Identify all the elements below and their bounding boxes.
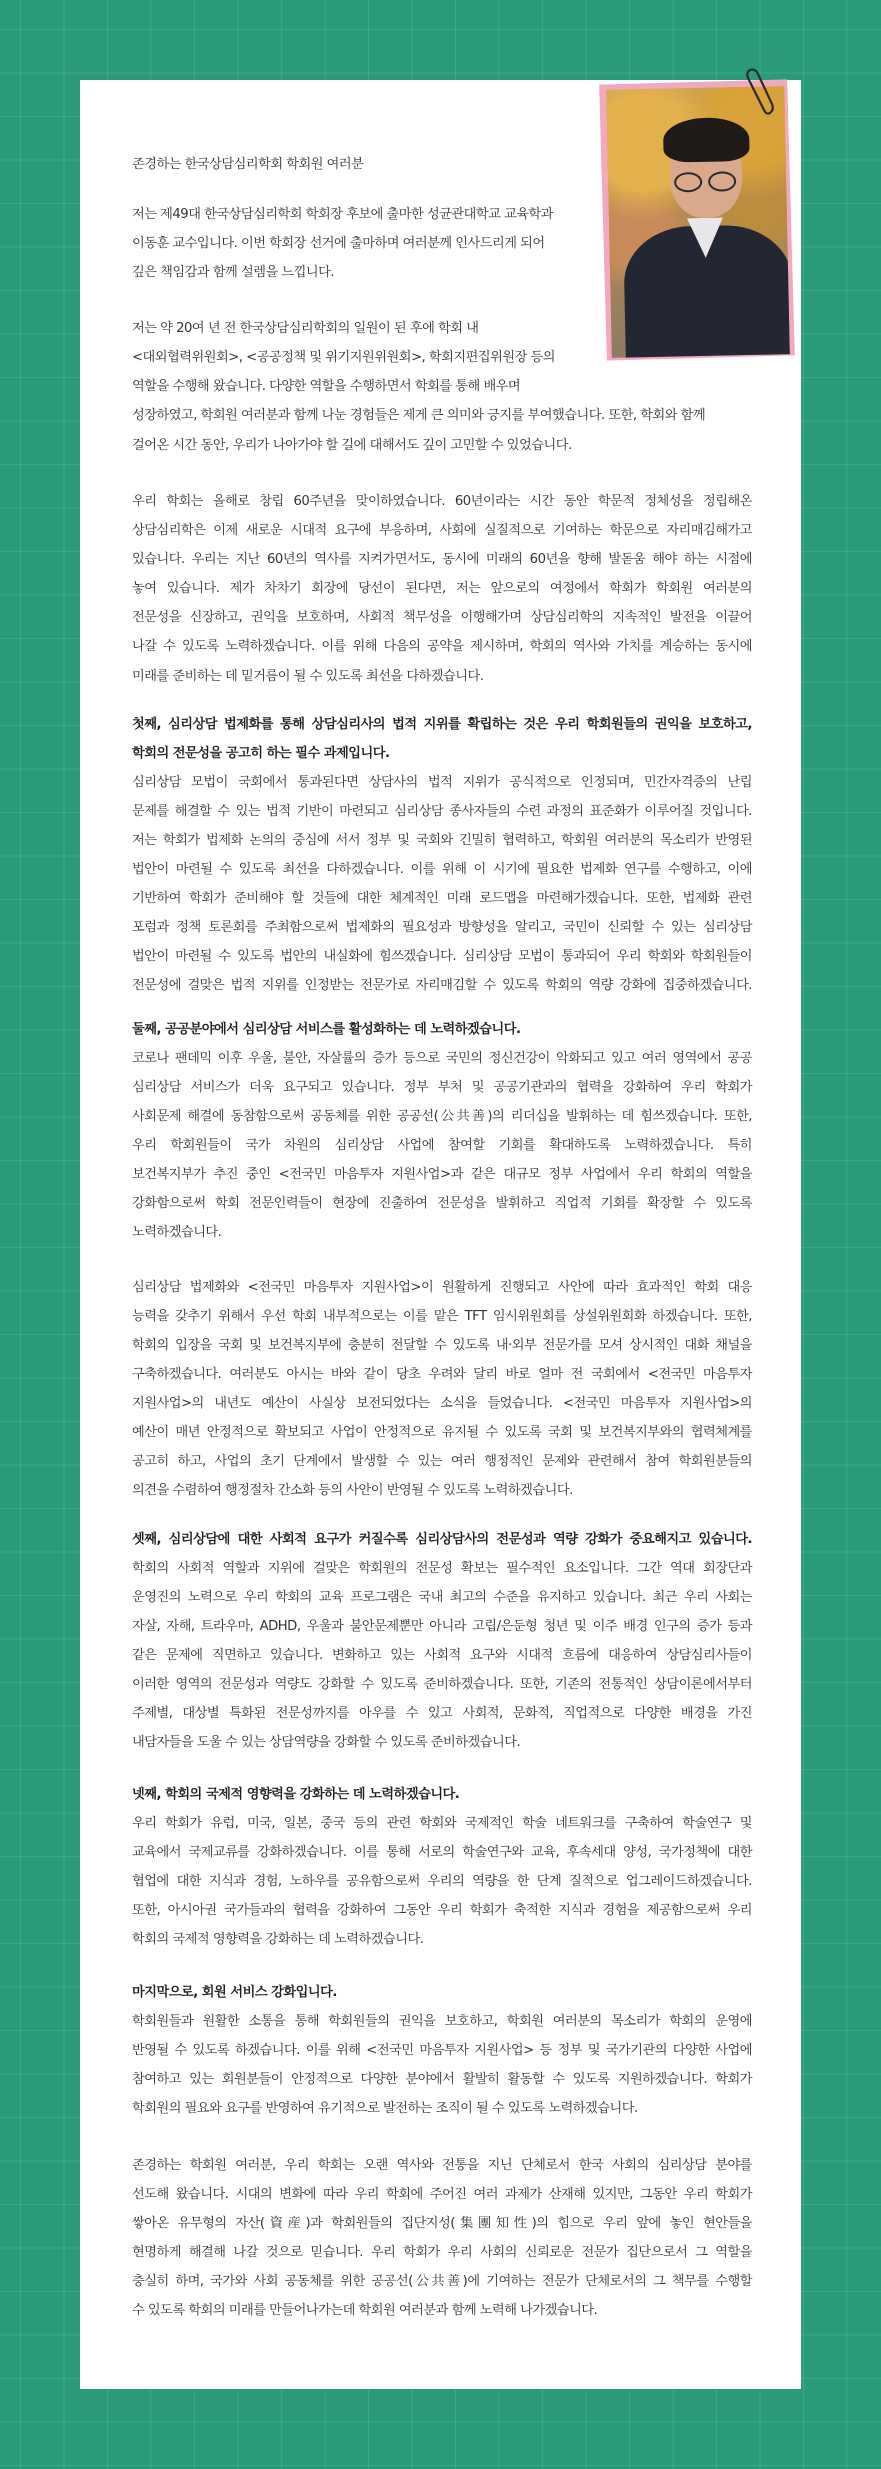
text-line: 지원사업>의 내년도 예산이 사실상 보전되었다는 소식을 들었습니다. <전국민 마음투자 지원사업>의 (132, 1396, 752, 1411)
greeting: 존경하는 한국상담심리학회 학회원 여러분 (132, 157, 364, 172)
text-line: 문제를 해결할 수 있는 법적 기반이 마련되고 심리상담 종사자들의 수련 과정의 표준화가 이루어질 것입니다. (132, 804, 752, 819)
text-line: 걸어온 시간 동안, 우리가 나아가야 할 길에 대해서도 깊이 고민할 수 있었습니다. (132, 438, 572, 453)
text-line: 학회원의 필요와 요구를 반영하여 유기적으로 발전하는 조직이 될 수 있도록 노력하겠습니다. (132, 2101, 638, 2116)
text-line: 학회의 입장을 국회 및 보건복지부에 충분히 전달할 수 있도록 내·외부 전문가를 모셔 상시적인 대화 채널을 (132, 1338, 752, 1353)
section-heading: 마지막으로, 회원 서비스 강화입니다. (132, 1985, 337, 2000)
text-line: 내담자들을 도울 수 있는 상담역량을 강화할 수 있도록 준비하겠습니다. (132, 1735, 521, 1750)
text-line: 운영진의 노력으로 우리 학회의 교육 프로그램은 국내 최고의 수준을 유지하고 있습니다. 최근 우리 사회는 (132, 1590, 752, 1605)
text-line: 깊은 책임감과 함께 설렘을 느낍니다. (132, 265, 335, 280)
text-line: 구축하겠습니다. 여러분도 아시는 바와 같이 당초 우려와 달리 바로 얼마 전 국회에서 <전국민 마음투자 (132, 1367, 752, 1382)
text-line: 쌓아온 유무형의 자산(資産)과 학회원들의 집단지성(集團知性)의 힘으로 우리 앞에 놓인 현안들을 (132, 2216, 752, 2231)
text-line: 코로나 팬데믹 이후 우울, 불안, 자살률의 증가 등으로 국민의 정신건강이 악화되고 있고 여러 영역에서 공공 (132, 1051, 752, 1066)
text-line: 심리상담 법제화와 <전국민 마음투자 지원사업>이 원활하게 진행되고 사안에 따라 효과적인 학회 대응 (132, 1280, 752, 1295)
text-line: 현명하게 해결해 나갈 것으로 믿습니다. 우리 학회가 우리 사회의 신뢰로운 전문가 집단으로서 그 역할을 (132, 2245, 752, 2260)
text-line: 포럼과 정책 토론회를 주최함으로써 법제화의 필요성과 방향성을 알리고, 국민이 신뢰할 수 있는 심리상담 (132, 920, 752, 935)
text-line: 놓여 있습니다. 제가 차차기 회장에 당선이 된다면, 저는 앞으로의 여정에서 학회가 학회원 여러분의 (132, 581, 752, 596)
text-line: 충실히 하며, 국가와 사회 공동체를 위한 공공선(公共善)에 기여하는 전문가 단체로서의 그 책무를 수행할 (132, 2274, 752, 2289)
text-line: 반영될 수 있도록 하겠습니다. 이를 위해 <전국민 마음투자 지원사업> 등 정부 및 국가기관의 다양한 사업에 (132, 2043, 752, 2058)
text-line: 미래를 준비하는 데 밑거름이 될 수 있도록 최선을 다하겠습니다. (132, 669, 484, 684)
text-line: 학회의 사회적 역할과 지위에 걸맞은 학회원의 전문성 확보는 필수적인 요소입니다. 그간 역대 회장단과 (132, 1561, 752, 1576)
text-line: 사회문제 해결에 동참함으로써 공동체를 위한 공공선(公共善)의 리더십을 발휘하는 데 힘쓰겠습니다. 또한, (132, 1109, 752, 1124)
text-line: 수 있도록 학회의 미래를 만들어나가는데 학회원 여러분과 함께 노력해 나가겠습니다. (132, 2303, 598, 2318)
text-line: 자살, 자해, 트라우마, ADHD, 우울과 불안문제뿐만 아니라 고립/은둔형 청년 및 이주 배경 인구의 증가 등과 (132, 1619, 752, 1634)
text-line: 우리 학회가 유럽, 미국, 일본, 중국 등의 관련 학회와 국제적인 학술 네트워크를 구축하여 학술연구 및 (132, 1816, 752, 1831)
section-heading: 둘째, 공공분야에서 심리상담 서비스를 활성화하는 데 노력하겠습니다. (132, 1022, 521, 1037)
photo-person-glasses (674, 171, 736, 190)
paperclip-icon (744, 66, 774, 116)
text-line: 노력하겠습니다. (132, 1225, 222, 1240)
text-line: 상담심리학은 이제 새로운 시대적 요구에 부응하며, 사회에 실질적으로 기여하는 학문으로 자리매김해가고 (132, 523, 752, 538)
section-heading: 첫째, 심리상담 법제화를 통해 상담심리사의 법적 지위를 확립하는 것은 우리 학회원들의 권익을 보호하고, (132, 717, 752, 732)
section-heading: 셋째, 심리상담에 대한 사회적 요구가 커질수록 심리상담사의 전문성과 역량 강화가 중요해지고 있습니다. (132, 1532, 752, 1547)
candidate-photo-frame (603, 82, 791, 358)
text-line: 저는 약 20여 년 전 한국상담심리학회의 일원이 된 후에 학회 내 (132, 321, 479, 336)
photo-person-hair (663, 117, 750, 163)
text-line: 저는 학회가 법제화 논의의 중심에 서서 정부 및 국회와 긴밀히 협력하고, 학회원 여러분의 목소리가 반영된 (132, 833, 752, 848)
text-line: 선도해 왔습니다. 시대의 변화에 따라 우리 학회에 주어진 여러 과제가 산재해 있지만, 그동안 우리 학회가 (132, 2187, 752, 2202)
text-line: 심리상담 서비스가 더욱 요구되고 있습니다. 정부 부처 및 공공기관과의 협력을 강화하여 우리 학회가 (132, 1080, 752, 1095)
text-line: 보건복지부가 추진 중인 <전국민 마음투자 지원사업>과 같은 대규모 정부 사업에서 우리 학회의 역할을 (132, 1167, 752, 1182)
text-line: 학회원들과 원활한 소통을 통해 학회원들의 권익을 보호하고, 학회원 여러분의 목소리가 학회의 운영에 (132, 2014, 752, 2029)
text-line: 예산이 매년 안정적으로 확보되고 사업이 안정적으로 유지될 수 있도록 국회 및 보건복지부와의 협력체계를 (132, 1425, 752, 1440)
text-line: 참여하고 있는 회원분들이 안정적으로 다양한 분야에서 활발히 활동할 수 있도록 지원하겠습니다. 학회가 (132, 2072, 752, 2087)
text-line: 심리상담 모법이 국회에서 통과된다면 상담사의 법적 지위가 공식적으로 인정되며, 민간자격증의 난립 (132, 775, 752, 790)
text-line: 전문성에 걸맞은 법적 지위를 인정받는 전문가로 자리매김할 수 있도록 학회의 역량 강화에 집중하겠습니다. (132, 978, 752, 993)
text-line: 교육에서 국제교류를 강화하겠습니다. 이를 통해 서로의 학술연구와 교육, 후속세대 양성, 국가정책에 대한 (132, 1845, 752, 1860)
text-line: 저는 제49대 한국상담심리학회 학회장 후보에 출마한 성균관대학교 교육학과 (132, 207, 554, 222)
text-line: <대외협력위원회>, <공공정책 및 위기지원위원회>, 학회지편집위원장 등의 (132, 350, 555, 365)
text-line: 주제별, 대상별 특화된 전문성까지를 아우를 수 있고 사회적, 문화적, 직업적으로 다양한 배경을 가진 (132, 1706, 752, 1721)
text-line: 기반하여 학회가 준비해야 할 것들에 대한 체계적인 미래 로드맵을 마련해가겠습니다. 또한, 법제화 관련 (132, 891, 752, 906)
text-line: 우리 학회는 올해로 창립 60주년을 맞이하였습니다. 60년이라는 시간 동안 학문적 정체성을 정립해온 (132, 494, 752, 509)
text-line: 법안이 마련될 수 있도록 법안의 내실화에 힘쓰겠습니다. 심리상담 모법이 통과되어 우리 학회와 학회원들이 (132, 949, 752, 964)
text-line: 성장하였고, 학회원 여러분과 함께 나눈 경험들은 제게 큰 의미와 긍지를 부여했습니다. 또한, 학회와 함께 (132, 408, 706, 423)
text-line: 이동훈 교수입니다. 이번 학회장 선거에 출마하며 여러분께 인사드리게 되어 (132, 236, 545, 251)
text-line: 같은 문제에 직면하고 있습니다. 변화하고 있는 사회적 요구와 시대적 흐름에 대응하여 상담심리사들이 (132, 1648, 752, 1663)
text-line: 이러한 영역의 전문성과 역량도 강화할 수 있도록 준비하겠습니다. 또한, 기존의 전통적인 상담이론에서부터 (132, 1677, 752, 1692)
text-line: 나갈 수 있도록 노력하겠습니다. 이를 위해 다음의 공약을 제시하며, 학회의 역사와 가치를 계승하는 동시에 (132, 639, 752, 654)
text-line: 의견을 수렴하여 행정절차 간소화 등의 사안이 반영될 수 있도록 노력하겠습니다. (132, 1483, 573, 1498)
candidate-photo (606, 86, 790, 358)
text-line: 또한, 아시아권 국가들과의 협력을 강화하여 그동안 우리 학회가 축적한 지식과 경험을 제공함으로써 우리 (132, 1903, 752, 1918)
text-line: 강화함으로써 학회 전문인력들이 현장에 진출하여 전문성을 발휘하고 직업적 기회를 확장할 수 있도록 (132, 1196, 752, 1211)
text-line: 법안이 마련될 수 있도록 최선을 다하겠습니다. 이를 위해 이 시기에 필요한 법제화 연구를 수행하고, 이에 (132, 862, 752, 877)
text-line: 역할을 수행해 왔습니다. 다양한 역할을 수행하면서 학회를 통해 배우며 (132, 379, 521, 394)
text-line: 능력을 갖추기 위해서 우선 학회 내부적으로는 이를 맡은 TFT 임시위원회를 상설위원회화 하겠습니다. 또한, (132, 1309, 752, 1324)
text-line: 학회의 국제적 영향력을 강화하는 데 노력하겠습니다. (132, 1932, 424, 1947)
text-line: 우리 학회원들이 국가 차원의 심리상담 사업에 참여할 기회를 확대하도록 노력하겠습니다. 특히 (132, 1138, 752, 1153)
text-line: 협업에 대한 지식과 경험, 노하우를 공유함으로써 우리의 역량을 한 단계 질적으로 업그레이드하겠습니다. (132, 1874, 752, 1889)
text-line: 전문성을 신장하고, 권익을 보호하며, 사회적 책무성을 이행해가며 상담심리학의 지속적인 발전을 이끌어 (132, 610, 752, 625)
section-heading: 학회의 전문성을 공고히 하는 필수 과제입니다. (132, 746, 390, 761)
text-line: 공고히 하고, 사업의 초기 단계에서 발생할 수 있는 여러 행정적인 문제와 관련해서 참여 학회원분들의 (132, 1454, 752, 1469)
text-line: 있습니다. 우리는 지난 60년의 역사를 지켜가면서도, 동시에 미래의 60년을 향해 발돋움 해야 하는 시점에 (132, 552, 752, 567)
text-line: 존경하는 학회원 여러분, 우리 학회는 오랜 역사와 전통을 지닌 단체로서 한국 사회의 심리상담 분야를 (132, 2158, 752, 2173)
section-heading: 넷째, 학회의 국제적 영향력을 강화하는 데 노력하겠습니다. (132, 1787, 460, 1802)
